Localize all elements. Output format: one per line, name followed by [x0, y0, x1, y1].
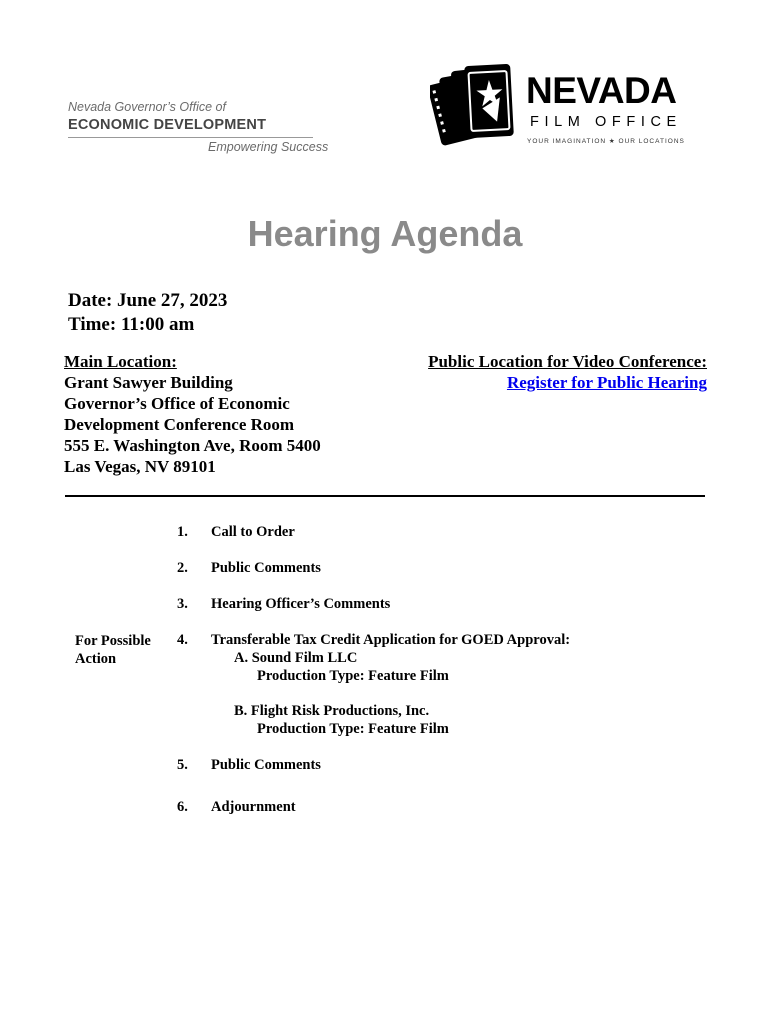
main-location-line: Development Conference Room — [64, 415, 295, 434]
agenda-item-number: 4. — [177, 632, 188, 648]
goed-logo-line3: Empowering Success — [208, 140, 329, 154]
film-office-tagline: YOUR IMAGINATION ★ OUR LOCATIONS — [527, 138, 685, 145]
main-location — [64, 351, 321, 477]
agenda-item: Public Comments — [211, 757, 321, 773]
agenda-item-number: 3. — [177, 596, 188, 612]
sub-item-detail: Production Type: Feature Film — [257, 668, 449, 684]
sub-item-label: A. Sound Film LLC — [234, 650, 358, 666]
main-location-line: Las Vegas, NV 89101 — [64, 457, 216, 476]
agenda-item-number: 5. — [177, 757, 188, 773]
film-office-subtitle: FILM OFFICE — [530, 114, 682, 130]
main-location-line: Grant Sawyer Building — [64, 373, 233, 392]
agenda-item: Hearing Officer’s Comments — [211, 596, 391, 612]
goed-logo-line2: ECONOMIC DEVELOPMENT — [68, 117, 267, 133]
agenda-item: Public Comments — [211, 560, 321, 576]
film-office-name: NEVADA — [526, 70, 677, 111]
action-label-line: Action — [75, 651, 117, 667]
divider — [65, 495, 705, 497]
hearing-time: Time: 11:00 am — [68, 314, 195, 335]
action-label — [75, 632, 151, 668]
public-location-heading: Public Location for Video Conference: — [428, 352, 707, 371]
agenda-item: Adjournment — [211, 799, 296, 815]
agenda-item-number: 1. — [177, 524, 188, 540]
register-link[interactable]: Register for Public Hearing — [506, 373, 707, 392]
agenda-item-number: 2. — [177, 560, 188, 576]
action-label-line: For Possible — [75, 633, 151, 649]
main-location-line: 555 E. Washington Ave, Room 5400 — [64, 436, 321, 455]
goed-logo-rule — [68, 137, 313, 138]
public-location — [428, 351, 707, 393]
sub-item-detail: Production Type: Feature Film — [257, 721, 449, 737]
hearing-date: Date: June 27, 2023 — [68, 290, 228, 311]
agenda-item: Transferable Tax Credit Application for GOED Approval: — [211, 632, 571, 648]
agenda-item: Call to Order — [211, 524, 295, 540]
goed-logo — [68, 100, 329, 160]
main-location-heading: Main Location: — [64, 352, 177, 371]
sub-item-label: B. Flight Risk Productions, Inc. — [234, 703, 430, 719]
page-title: Hearing Agenda — [247, 213, 523, 254]
film-office-logo — [430, 60, 700, 160]
main-location-line: Governor’s Office of Economic — [64, 394, 290, 413]
goed-logo-line1: Nevada Governor’s Office of — [68, 100, 226, 114]
agenda-item-number: 6. — [177, 799, 188, 815]
film-cards-icon — [430, 60, 522, 158]
